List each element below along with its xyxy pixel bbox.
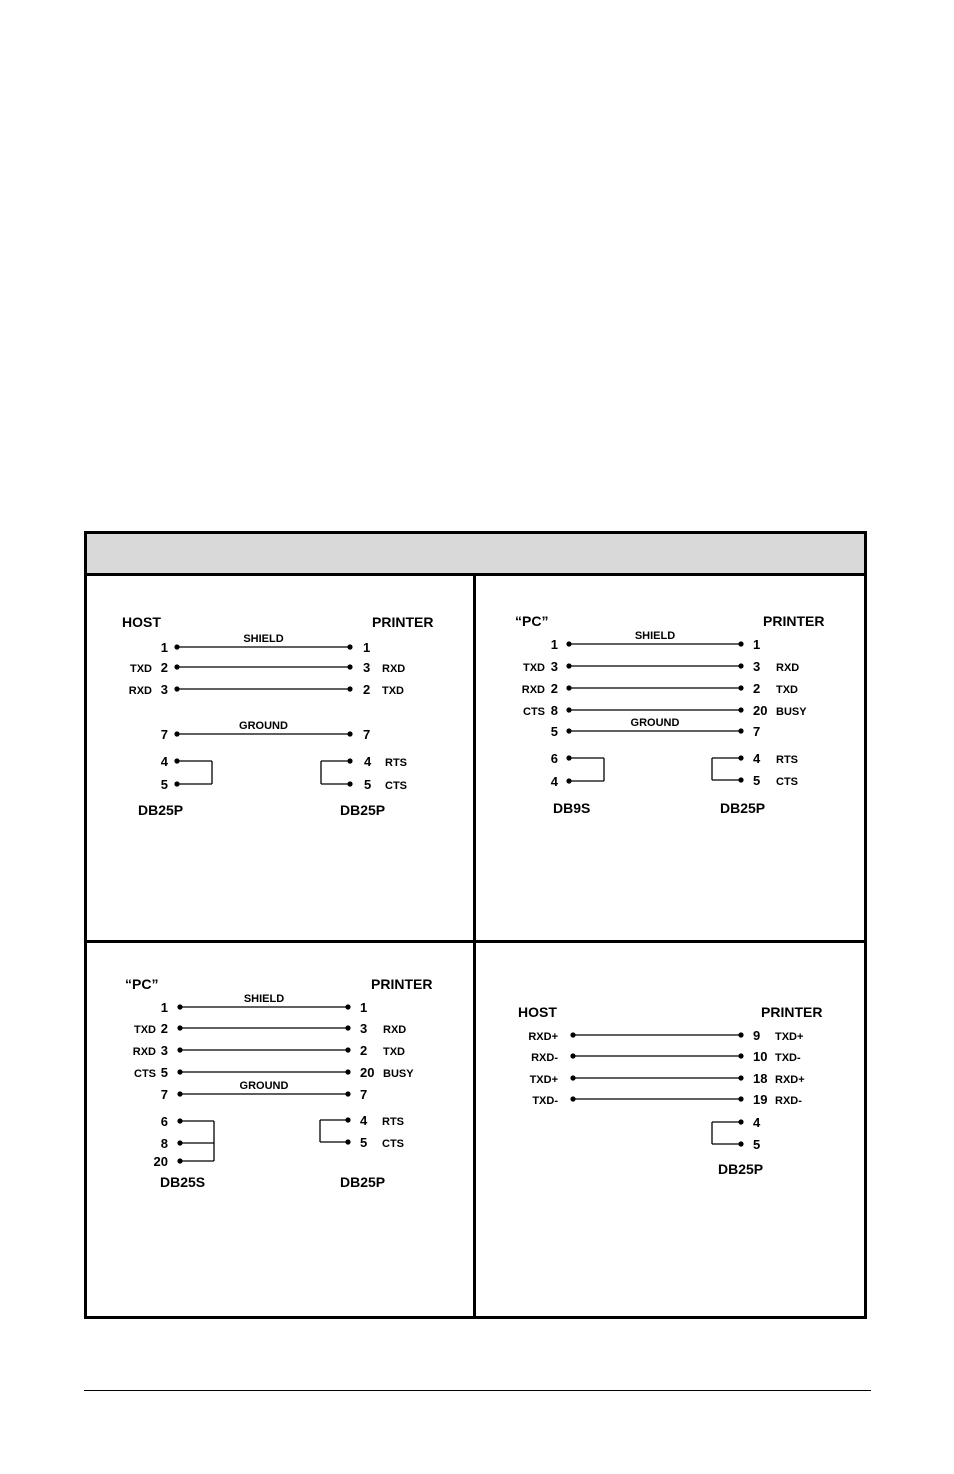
p3-right-loop-signal: CTS — [382, 1138, 404, 1150]
p2-left-signal: CTS — [523, 706, 545, 718]
p2-wire-left-dot — [566, 707, 571, 712]
p2-wire-right-dot — [738, 663, 743, 668]
p4-wire-left-dot — [570, 1032, 575, 1037]
p3-right-pin: 3 — [360, 1021, 368, 1036]
p1-wire-left-dot — [174, 686, 179, 691]
p2-right-pin: 1 — [753, 637, 761, 652]
p3-left-pin: 7 — [160, 1087, 168, 1102]
p4-left-signal: TXD+ — [529, 1074, 558, 1086]
p3-right-signal: TXD — [383, 1046, 405, 1058]
p1-left-pin: 7 — [160, 727, 168, 742]
p3-left-signal: TXD — [134, 1024, 156, 1036]
p2-left-pin: 2 — [550, 681, 558, 696]
p1-wire-left-dot — [174, 644, 179, 649]
p1-right-loop-pin: 5 — [364, 777, 372, 792]
p4-right-signal: RXD- — [775, 1095, 802, 1107]
p3-left-signal: CTS — [134, 1068, 156, 1080]
p2-right-signal: TXD — [776, 684, 798, 696]
p1-right-pin: 1 — [363, 640, 371, 655]
p2-right-connector: DB25P — [720, 800, 766, 816]
p3-right-signal: BUSY — [383, 1068, 414, 1080]
p1-wire-right-dot — [347, 686, 352, 691]
p1-right-loop-pin: 4 — [364, 754, 372, 769]
p4-right-signal: TXD+ — [775, 1031, 804, 1043]
p2-right-signal: RXD — [776, 662, 800, 674]
p1-right-signal: RXD — [382, 663, 406, 675]
p2-wire-right-dot — [738, 641, 743, 646]
p1-wire-left-dot — [174, 664, 179, 669]
p4-left-signal: TXD- — [532, 1095, 558, 1107]
p2-right-pin: 7 — [753, 724, 761, 739]
p4-wire-right-dot — [738, 1096, 743, 1101]
p2-right-signal: BUSY — [776, 706, 807, 718]
p1-left-connector: DB25P — [138, 802, 184, 818]
p1-right-title: PRINTER — [372, 614, 434, 630]
p1-left-pin: 3 — [160, 682, 168, 697]
p4-right-signal: RXD+ — [775, 1074, 805, 1086]
p4-right-title: PRINTER — [761, 1004, 823, 1020]
p3-wire-left-dot — [177, 1025, 182, 1030]
p2-wire-left-dot — [566, 728, 571, 733]
p2-right-loop-signal: RTS — [776, 754, 798, 766]
p1-right-connector: DB25P — [340, 802, 386, 818]
p1-right-pin: 7 — [363, 727, 371, 742]
p4-right-pin: 10 — [753, 1049, 768, 1064]
p3-left-pin: 2 — [160, 1021, 168, 1036]
p1-right-pin: 2 — [363, 682, 371, 697]
p1-left-signal: RXD — [128, 685, 152, 697]
p3-wire-left-dot — [177, 1069, 182, 1074]
p3-left-signal: RXD — [132, 1046, 156, 1058]
p3-right-title: PRINTER — [371, 976, 433, 992]
p3-wire-right-dot — [345, 1069, 350, 1074]
p4-wire-left-dot — [570, 1075, 575, 1080]
p4-wire-right-dot — [738, 1032, 743, 1037]
p3-wire-right-dot — [345, 1025, 350, 1030]
p3-right-pin: 7 — [360, 1087, 368, 1102]
p4-left-signal: RXD- — [531, 1052, 558, 1064]
p3-right-loop-pin: 4 — [360, 1113, 368, 1128]
footer-rule — [84, 1390, 871, 1391]
p4-right-pin: 18 — [753, 1071, 768, 1086]
p1-left-signal: TXD — [130, 663, 152, 675]
p1-right-signal: TXD — [382, 685, 404, 697]
p2-wire-right-dot — [738, 707, 743, 712]
p2-left-pin: 5 — [550, 724, 558, 739]
p3-left-title: “PC” — [125, 976, 159, 992]
p2-right-loop-signal: CTS — [776, 776, 798, 788]
p3-left-pin: 3 — [160, 1043, 168, 1058]
p3-right-pin: 20 — [360, 1065, 375, 1080]
p3-wire-label: SHIELD — [243, 993, 285, 1005]
p2-wire-right-dot — [738, 728, 743, 733]
p2-left-pin: 1 — [550, 637, 558, 652]
p2-right-title: PRINTER — [763, 613, 825, 629]
p2-wire-label: GROUND — [630, 717, 680, 729]
p3-wire-right-dot — [345, 1047, 350, 1052]
p3-left-pin: 5 — [160, 1065, 168, 1080]
p3-right-pin: 1 — [360, 1000, 368, 1015]
p4-right-pin: 19 — [753, 1092, 768, 1107]
p3-right-loop-pin: 5 — [360, 1135, 368, 1150]
p4-left-signal: RXD+ — [528, 1031, 558, 1043]
p2-left-signal: RXD — [521, 684, 545, 696]
p1-left-pin: 1 — [160, 640, 168, 655]
p3-wire-right-dot — [345, 1091, 350, 1096]
p1-right-pin: 3 — [363, 660, 371, 675]
p4-wire-right-dot — [738, 1053, 743, 1058]
p3-left-loop-pin: 20 — [153, 1154, 168, 1169]
p4-right-loop-pin: 4 — [753, 1115, 761, 1130]
p3-right-connector: DB25P — [340, 1174, 386, 1190]
p2-right-pin: 2 — [753, 681, 761, 696]
p3-right-signal: RXD — [383, 1024, 407, 1036]
p4-wire-right-dot — [738, 1075, 743, 1080]
p2-right-loop-pin: 4 — [753, 751, 761, 766]
p3-left-pin: 1 — [160, 1000, 168, 1015]
p2-wire-label: SHIELD — [634, 630, 676, 642]
p2-left-pin: 8 — [550, 703, 558, 718]
p1-right-loop-signal: CTS — [385, 780, 407, 792]
p3-left-connector: DB25S — [160, 1174, 206, 1190]
p2-wire-left-dot — [566, 663, 571, 668]
p3-right-loop-signal: RTS — [382, 1116, 404, 1128]
p1-wire-right-dot — [347, 664, 352, 669]
p2-left-loop-pin: 6 — [550, 751, 558, 766]
p4-wire-left-dot — [570, 1096, 575, 1101]
p1-left-pin: 2 — [160, 660, 168, 675]
p2-right-pin: 3 — [753, 659, 761, 674]
p3-left-loop-pin: 8 — [160, 1136, 168, 1151]
p1-left-title: HOST — [122, 614, 161, 630]
p2-left-title: “PC” — [515, 613, 549, 629]
p3-left-loop-pin: 6 — [160, 1114, 168, 1129]
p4-left-title: HOST — [518, 1004, 557, 1020]
p4-right-signal: TXD- — [775, 1052, 801, 1064]
p1-right-loop-signal: RTS — [385, 757, 407, 769]
p3-wire-left-dot — [177, 1091, 182, 1096]
p1-wire-left-dot — [174, 731, 179, 736]
p1-left-loop-pin: 5 — [160, 777, 168, 792]
p1-left-loop-pin: 4 — [160, 754, 168, 769]
p1-wire-label: GROUND — [239, 720, 288, 732]
p4-right-pin: 9 — [753, 1028, 761, 1043]
p4-right-loop-pin: 5 — [753, 1137, 761, 1152]
p2-right-pin: 20 — [753, 703, 768, 718]
p2-left-loop-pin: 4 — [550, 774, 558, 789]
p4-right-connector: DB25P — [718, 1161, 764, 1177]
p2-wire-right-dot — [738, 685, 743, 690]
p1-wire-right-dot — [347, 644, 352, 649]
p2-left-pin: 3 — [550, 659, 558, 674]
p3-wire-left-dot — [177, 1047, 182, 1052]
p4-wire-left-dot — [570, 1053, 575, 1058]
p2-wire-left-dot — [566, 641, 571, 646]
p2-right-loop-pin: 5 — [753, 773, 761, 788]
p2-left-connector: DB9S — [553, 800, 591, 816]
p2-wire-left-dot — [566, 685, 571, 690]
p1-wire-label: SHIELD — [243, 633, 284, 645]
p3-right-pin: 2 — [360, 1043, 368, 1058]
p2-left-signal: TXD — [523, 662, 545, 674]
p3-wire-right-dot — [345, 1004, 350, 1009]
p3-wire-label: GROUND — [239, 1080, 289, 1092]
p3-wire-left-dot — [177, 1004, 182, 1009]
p1-wire-right-dot — [347, 731, 352, 736]
